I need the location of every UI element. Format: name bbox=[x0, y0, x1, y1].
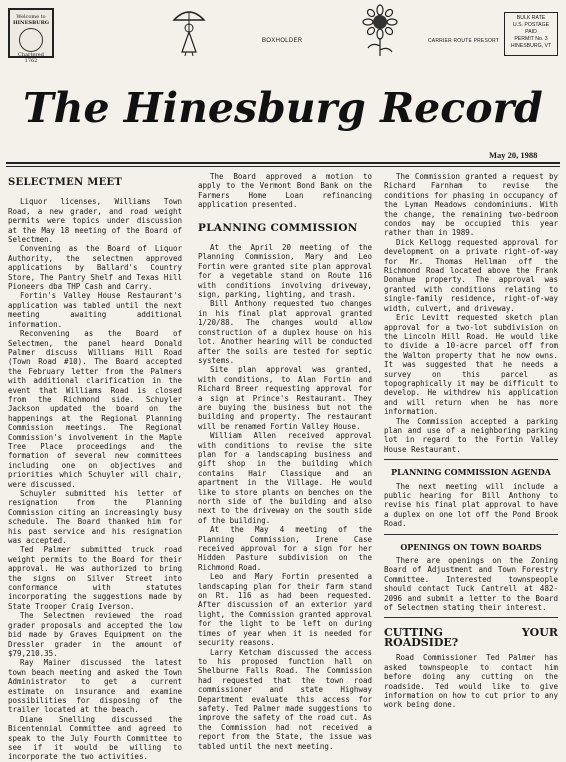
article-paragraph: Liquor licenses, Williams Town Road, a new grader, and road weight permits were topics under discussion at the May 18 meeting of the Board of Selectmen. bbox=[8, 197, 182, 245]
article-paragraph: Site plan approval was granted, with conditions, to Alan Fortin and Richard Breer requesting approval for a sign at Prince's Restaurant. They are buying the business but not the building and property. The restaurant will be renamed Fortin Valley House. bbox=[198, 365, 372, 431]
section-divider bbox=[384, 534, 558, 535]
article-paragraph: Larry Ketcham discussed the access to his proposed function hall on Shelburne Falls Road. The Commission had requested that the town road commissioner and state Highway Department evaluate this access for safety. Ted Palmer made suggestions to improve the safety of the road cut. As the Commission had not received a report from the State, the issue was tabled until the next meeting. bbox=[198, 647, 372, 751]
postage-indicia bbox=[504, 12, 558, 56]
town-logo bbox=[8, 8, 54, 64]
column-commission-cont bbox=[384, 172, 558, 710]
article-paragraph: Road Commissioner Ted Palmer has asked townspeople to contact him before doing any cutting on the roadside. Ted would like to give information on how to cut prior to any work being done. bbox=[384, 653, 558, 710]
girl-with-umbrella-illustration bbox=[166, 6, 212, 56]
article-paragraph: Dick Kellogg requested approval for development on a private right-of-way for Mr. Thomas Hellman off the Richmond Road located above the Frank Donahue property. The approval was granted with conditions relating to single-family residence, right-of-way width, culvert, and driveway. bbox=[384, 237, 558, 313]
article-paragraph: Ted Palmer submitted truck road weight permits to the Board for their approval. He was authorized to bring the signs on Silver Street into conformance with statutes incorporating the suggestions made by State Trooper Craig Iverson. bbox=[8, 545, 182, 611]
article-paragraph: Bill Anthony requested two changes in his final plat approval granted 1/20/88. The changes would allow construction of a duplex house on his lot. Another hearing will be conducted after the soils are tested for septic systems. bbox=[198, 299, 372, 365]
article-paragraph: William Allen received approval with conditions to revise the site plan for a landscaping business and gift shop in the building which contains Hair Classique and an apartment in the Village. He would like to store plants on benches on the north side of the building and also next to the driveway on the south side of the building. bbox=[198, 431, 372, 525]
heading-planning-commission: PLANNING COMMISSION bbox=[198, 221, 358, 234]
article-paragraph: The Selectmen reviewed the road grader proposals and accepted the low bid made by Graves Equipment on the Dressler grader in the amount of $79,210.35. bbox=[8, 611, 182, 658]
article-paragraph: The Commission granted a request by Richard Farnham to revise the conditions for phasing in occupancy of the Lyman Meadows condominiums. With the change, the remaining two-bedroom condos may be occupied this year rather than in 1989. bbox=[384, 172, 558, 238]
article-paragraph: Schuyler submitted his letter of resignation from the Planning Commission citing an increasingly busy schedule. The Board thanked him for his past service and his resignation was accepted. bbox=[8, 489, 182, 546]
column-planning bbox=[198, 172, 372, 751]
postage-line: PAID bbox=[525, 29, 537, 35]
postage-line: BULK RATE bbox=[516, 15, 546, 21]
newspaper-title: The Hinesburg Record bbox=[23, 84, 543, 132]
postage-line: U.S. POSTAGE bbox=[512, 22, 550, 28]
masthead-rule bbox=[6, 162, 560, 164]
issue-date: May 20, 1988 bbox=[489, 150, 538, 160]
postage-line: HINESBURG, VT bbox=[510, 43, 552, 49]
sunflower-illustration bbox=[358, 4, 402, 56]
logo-line-2: HINESBURG bbox=[12, 20, 50, 26]
article-paragraph: Reconvening as the Board of Selectmen, the panel heard Donald Palmer discuss Williams Hill Road (Town Road #10). The Board accepted the February letter from the Palmers with additional clarification in the event that Williams Road is closed from the Richmond side. Schuyler Jackson updated the board on the happenings at the Regional Planning Commission meetings. The Regional Commission's involvement in the Maple Tree Place proceedings and the formation of several new committees including one on objectives and priorities which Schuyler will chair, were discussed. bbox=[8, 329, 182, 489]
masthead-rule-thin bbox=[6, 166, 560, 167]
logo-line-1: Welcome to bbox=[16, 14, 46, 20]
article-paragraph: The Commission accepted a parking plan and use of a neighboring parking lot in regard to the Fortin Valley House Restaurant. bbox=[384, 416, 558, 454]
section-divider bbox=[384, 459, 558, 460]
section-divider bbox=[384, 617, 558, 618]
column-selectmen bbox=[8, 172, 182, 762]
logo-line-3: Chartered bbox=[18, 52, 44, 58]
article-paragraph: Leo and Mary Fortin presented a landscaping plan for their farm stand on Rt. 116 as had been requested. After discussion of an exterior yard light, the Commission granted approval for the light to be left on during times of year when it is needed for security reasons. bbox=[198, 572, 372, 648]
article-paragraph: Diane Snelling discussed the Bicentennial Committee and agreed to speak to the July Fourth Committee to see if it would be willing to incorporate the two activities. bbox=[8, 714, 182, 762]
carrier-route-label: CARRIER ROUTE PRESORT bbox=[428, 38, 500, 44]
logo-line-4: 1762 bbox=[24, 58, 38, 64]
heading-selectmen-meet: SELECTMEN MEET bbox=[8, 177, 123, 188]
article-paragraph: Fortin's Valley House Restaurant's application was tabled until the next meeting awaiting additional information. bbox=[8, 291, 182, 329]
article-paragraph: At the April 20 meeting of the Planning Commission, Mary and Leo Fortin were granted site plan approval for a vegetable stand on Route 116 with conditions involving driveway, sign, parking, lighting, and trash. bbox=[198, 243, 372, 300]
heading-town-boards: OPENINGS ON TOWN BOARDS bbox=[400, 541, 542, 552]
heading-agenda: PLANNING COMMISSION AGENDA bbox=[391, 467, 551, 478]
article-paragraph: Convening as the Board of Liquor Authority, the selectmen approved applications by Ballard's Country Store, The Pantry Shelf and Texas Hill Pioneers dba THP Cash and Carry. bbox=[8, 244, 182, 292]
heading-roadside: CUTTING YOUR ROADSIDE? bbox=[384, 626, 558, 649]
article-paragraph: Eric Levitt requested sketch plan approval for a two-lot subdivision on the Lincoln Hill Road. He would like to divide a 10-acre parcel off from the Walton property that he now owns. It was suggested that he needs a survey on this parcel as topographically it may be difficult to develop. He withdrew his application and will return when he has more information. bbox=[384, 313, 558, 417]
article-paragraph: There are openings on the Zoning Board of Adjustment and Town Forestry Committee. Interested townspeople should contact Tuck Cantrell at 482-2096 and submit a letter to the Board of Selectmen stating their interest. bbox=[384, 556, 558, 613]
postage-line: PERMIT No. 3 bbox=[514, 36, 548, 42]
boxholder-label: BOXHOLDER bbox=[262, 38, 303, 44]
article-paragraph: At the May 4 meeting of the Planning Commission, Irene Case received approval for a sign for her Hidden Pasture subdivision on the Richmond Road. bbox=[198, 525, 372, 572]
seal-icon bbox=[19, 28, 43, 52]
article-paragraph: The next meeting will include a public hearing for Bill Anthony to revise his final plat approval to have a duplex on one lot off the Pond Brook Road. bbox=[384, 481, 558, 529]
article-paragraph: Ray Mainer discussed the latest town beach meeting and asked the Town Administrator to get a current estimate on insurance and examine possibilities for disposing of the trailer located at the beach. bbox=[8, 658, 182, 715]
article-paragraph: The Board approved a motion to apply to the Vermont Bond Bank on the Farmers Home Loan refinancing application presented. bbox=[198, 172, 372, 210]
